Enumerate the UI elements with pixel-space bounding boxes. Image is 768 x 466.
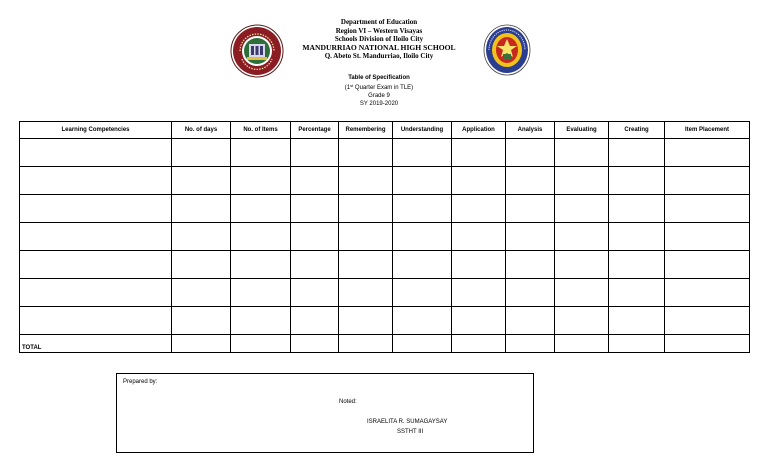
table-cell[interactable] bbox=[665, 195, 750, 223]
exam-rest: Quarter Exam in TLE) bbox=[353, 85, 414, 91]
table-cell[interactable] bbox=[393, 279, 452, 307]
table-cell[interactable] bbox=[172, 223, 231, 251]
table-cell[interactable] bbox=[609, 167, 665, 195]
table-row bbox=[20, 279, 750, 307]
table-cell[interactable] bbox=[172, 139, 231, 167]
table-cell[interactable] bbox=[231, 279, 291, 307]
table-cell[interactable] bbox=[339, 139, 393, 167]
table-cell[interactable] bbox=[291, 139, 339, 167]
table-header-row bbox=[20, 122, 750, 139]
table-cell[interactable] bbox=[452, 223, 506, 251]
table-cell[interactable] bbox=[452, 167, 506, 195]
table-cell[interactable] bbox=[452, 139, 506, 167]
col-no-of-items: No. of Items bbox=[231, 122, 291, 139]
heading-line-region: Region VI – Western Visayas bbox=[335, 26, 423, 35]
table-cell[interactable] bbox=[291, 279, 339, 307]
table-cell[interactable] bbox=[172, 251, 231, 279]
table-cell[interactable] bbox=[20, 279, 172, 307]
table-cell[interactable] bbox=[555, 335, 609, 353]
school-year-label: SY 2019-2020 bbox=[359, 101, 399, 107]
table-cell[interactable] bbox=[506, 335, 555, 353]
table-cell[interactable] bbox=[20, 139, 172, 167]
table-cell[interactable] bbox=[609, 139, 665, 167]
table-cell[interactable] bbox=[506, 167, 555, 195]
table-cell[interactable] bbox=[452, 195, 506, 223]
table-cell[interactable] bbox=[555, 167, 609, 195]
table-cell[interactable] bbox=[555, 223, 609, 251]
table-cell[interactable] bbox=[665, 223, 750, 251]
deped-division-seal-logo bbox=[483, 24, 531, 76]
table-cell[interactable] bbox=[339, 307, 393, 335]
table-cell[interactable] bbox=[20, 223, 172, 251]
total-row bbox=[20, 335, 750, 353]
table-cell[interactable] bbox=[506, 223, 555, 251]
table-cell[interactable] bbox=[555, 195, 609, 223]
table-cell[interactable] bbox=[393, 307, 452, 335]
table-cell[interactable] bbox=[609, 223, 665, 251]
table-cell[interactable] bbox=[665, 307, 750, 335]
heading-line-deped: Department of Education bbox=[340, 18, 418, 26]
table-cell[interactable] bbox=[393, 167, 452, 195]
table-cell[interactable] bbox=[555, 307, 609, 335]
table-cell[interactable] bbox=[506, 251, 555, 279]
table-cell[interactable] bbox=[609, 195, 665, 223]
table-cell[interactable] bbox=[555, 251, 609, 279]
table-cell[interactable] bbox=[665, 139, 750, 167]
table-cell[interactable] bbox=[291, 335, 339, 353]
table-cell[interactable] bbox=[291, 223, 339, 251]
table-cell[interactable] bbox=[506, 195, 555, 223]
heading-line-school: MANDURRIAO NATIONAL HIGH SCHOOL bbox=[302, 42, 456, 52]
school-seal-logo bbox=[230, 24, 284, 78]
table-cell[interactable] bbox=[231, 195, 291, 223]
signatory-title: SSTHT III bbox=[397, 429, 424, 435]
table-cell[interactable] bbox=[393, 139, 452, 167]
table-of-specification bbox=[19, 121, 750, 353]
table-cell[interactable] bbox=[231, 251, 291, 279]
table-cell[interactable] bbox=[291, 251, 339, 279]
table-cell[interactable] bbox=[506, 279, 555, 307]
table-cell[interactable] bbox=[291, 307, 339, 335]
signatory-name: ISRAELITA R. SUMAGAYSAY bbox=[367, 419, 448, 425]
heading-line-division: Schools Division of Iloilo City bbox=[334, 35, 424, 44]
table-cell[interactable] bbox=[339, 279, 393, 307]
exam-ordinal: 1 bbox=[346, 85, 351, 91]
table-cell[interactable] bbox=[339, 251, 393, 279]
table-cell[interactable] bbox=[339, 195, 393, 223]
table-row bbox=[20, 195, 750, 223]
table-cell[interactable] bbox=[172, 307, 231, 335]
table-cell[interactable] bbox=[393, 195, 452, 223]
col-percentage: Percentage bbox=[291, 122, 339, 139]
heading-line-address: Q. Abeto St. Mandurriao, Iloilo City bbox=[324, 52, 434, 61]
table-cell[interactable] bbox=[172, 335, 231, 353]
table-cell[interactable] bbox=[291, 167, 339, 195]
table-row bbox=[20, 139, 750, 167]
col-learning-competencies: Learning Competencies bbox=[20, 122, 172, 139]
total-label: TOTAL bbox=[20, 335, 172, 353]
table-cell[interactable] bbox=[172, 195, 231, 223]
table-cell[interactable] bbox=[20, 195, 172, 223]
table-cell[interactable] bbox=[339, 167, 393, 195]
table-cell[interactable] bbox=[231, 335, 291, 353]
col-understanding: Understanding bbox=[393, 122, 452, 139]
table-cell[interactable] bbox=[665, 335, 750, 353]
prepared-by-label: Prepared by: bbox=[123, 379, 158, 385]
table-row bbox=[20, 251, 750, 279]
table-cell[interactable] bbox=[172, 167, 231, 195]
table-cell[interactable] bbox=[609, 251, 665, 279]
institution-heading bbox=[284, 18, 474, 61]
table-cell[interactable] bbox=[452, 279, 506, 307]
table-cell[interactable] bbox=[452, 335, 506, 353]
table-row bbox=[20, 223, 750, 251]
table-cell[interactable] bbox=[231, 307, 291, 335]
table-cell[interactable] bbox=[20, 307, 172, 335]
table-cell[interactable] bbox=[506, 307, 555, 335]
table-body bbox=[20, 139, 750, 353]
table-cell[interactable] bbox=[291, 195, 339, 223]
table-cell[interactable] bbox=[339, 223, 393, 251]
table-cell[interactable] bbox=[665, 251, 750, 279]
table-cell[interactable] bbox=[172, 279, 231, 307]
grade-label: Grade 9 bbox=[368, 93, 390, 99]
table-cell[interactable] bbox=[393, 335, 452, 353]
exam-label bbox=[284, 82, 474, 92]
noted-label: Noted: bbox=[339, 399, 357, 405]
table-cell[interactable] bbox=[393, 223, 452, 251]
table-cell[interactable] bbox=[231, 139, 291, 167]
table-cell[interactable] bbox=[20, 167, 172, 195]
table-cell[interactable] bbox=[393, 251, 452, 279]
table-cell[interactable] bbox=[555, 279, 609, 307]
document-header bbox=[0, 0, 768, 118]
exam-open-paren: ( bbox=[344, 85, 347, 91]
table-cell[interactable] bbox=[231, 223, 291, 251]
col-no-of-days: No. of days bbox=[172, 122, 231, 139]
col-item-placement: Item Placement bbox=[665, 122, 750, 139]
col-evaluating: Evaluating bbox=[555, 122, 609, 139]
table-cell[interactable] bbox=[665, 167, 750, 195]
table-row bbox=[20, 307, 750, 335]
col-analysis: Analysis bbox=[506, 122, 555, 139]
col-creating: Creating bbox=[609, 122, 665, 139]
signature-box bbox=[116, 373, 534, 453]
table-cell[interactable] bbox=[20, 251, 172, 279]
table-row bbox=[20, 167, 750, 195]
table-cell[interactable] bbox=[609, 307, 665, 335]
table-cell[interactable] bbox=[609, 279, 665, 307]
table-cell[interactable] bbox=[231, 167, 291, 195]
table-cell[interactable] bbox=[452, 307, 506, 335]
table-cell[interactable] bbox=[339, 335, 393, 353]
table-cell[interactable] bbox=[452, 251, 506, 279]
document-subtitle bbox=[284, 74, 474, 108]
exam-ordinal-suffix: st bbox=[350, 83, 354, 88]
table-cell[interactable] bbox=[506, 139, 555, 167]
col-application: Application bbox=[452, 122, 506, 139]
table-cell[interactable] bbox=[555, 139, 609, 167]
col-remembering: Remembering bbox=[339, 122, 393, 139]
doc-title: Table of Specification bbox=[348, 75, 410, 81]
table-cell[interactable] bbox=[609, 335, 665, 353]
table-cell[interactable] bbox=[665, 279, 750, 307]
